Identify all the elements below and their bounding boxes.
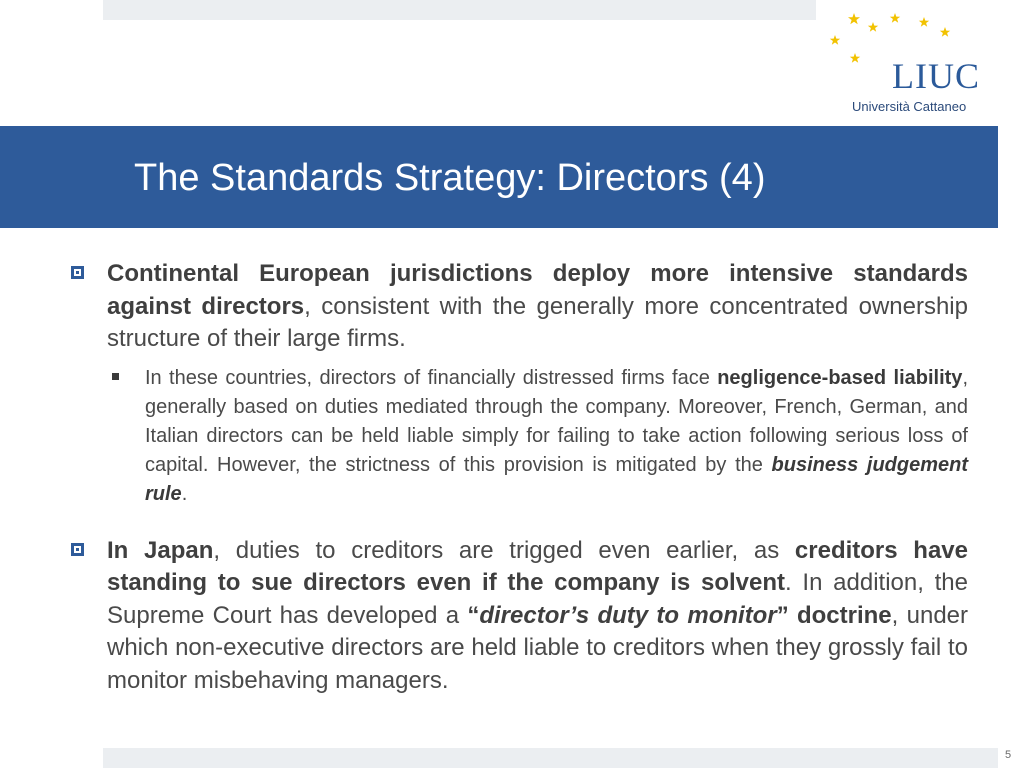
- bold-text-run: ” doctrine: [776, 601, 892, 629]
- bullet-item: [68, 535, 968, 698]
- bold-text-run: [479, 602, 776, 629]
- sub-bullet-text: [145, 364, 968, 509]
- text-run: , duties to creditors are trigged even earlier, as: [213, 536, 795, 564]
- text-run: In these countries, directors of financially distressed firms face: [145, 366, 718, 389]
- logo-subtitle: Università Cattaneo: [852, 99, 967, 114]
- bold-text-run: negligence-based liability: [717, 366, 963, 389]
- bullet-text: [107, 535, 968, 698]
- text-run: , consistent with the generally more concentrated ownership structure of their large firms.: [107, 292, 968, 352]
- bullet-item: [68, 258, 968, 356]
- slide-title: The Standards Strategy: Directors (4): [134, 157, 766, 199]
- page-number: 5: [1005, 749, 1012, 761]
- text-run: . In addition, the Supreme Court has developed a: [107, 569, 969, 629]
- bold-text-run: In Japan: [107, 536, 214, 564]
- text-run: .: [181, 482, 188, 505]
- bold-text-run: “: [467, 601, 480, 629]
- bold-italic-run: director’s duty to monitor: [479, 601, 777, 629]
- bullet-text: [107, 258, 968, 356]
- square-bullet-icon: [71, 266, 84, 279]
- liuc-logo: [820, 8, 1010, 120]
- bottom-decor-strip: [103, 748, 998, 768]
- text-run: , generally based on duties mediated through the company. Moreover, French, German, and Italian directors can be held liable simply for failing to take action following serious loss of capital. However, the strictness of this provision is mitigated by the: [145, 366, 968, 476]
- top-decor-strip: [103, 0, 816, 20]
- bold-text-run: Continental European jurisdictions deploy more intensive standards against directors: [107, 260, 968, 320]
- bold-text-run: creditors have standing to sue directors even if the company is solvent: [107, 536, 969, 596]
- title-band: [0, 126, 998, 228]
- square-bullet-icon: [71, 543, 84, 556]
- logo-name: LIUC: [892, 56, 980, 96]
- small-square-bullet-icon: [112, 373, 119, 380]
- text-run: , under which non-executive directors are held liable to creditors when they grossly fail to monitor misbehaving managers.: [107, 601, 968, 694]
- bold-italic-run: business judgement rule: [145, 453, 968, 505]
- sub-bullet-item: [68, 364, 968, 509]
- slide-content: [68, 258, 968, 697]
